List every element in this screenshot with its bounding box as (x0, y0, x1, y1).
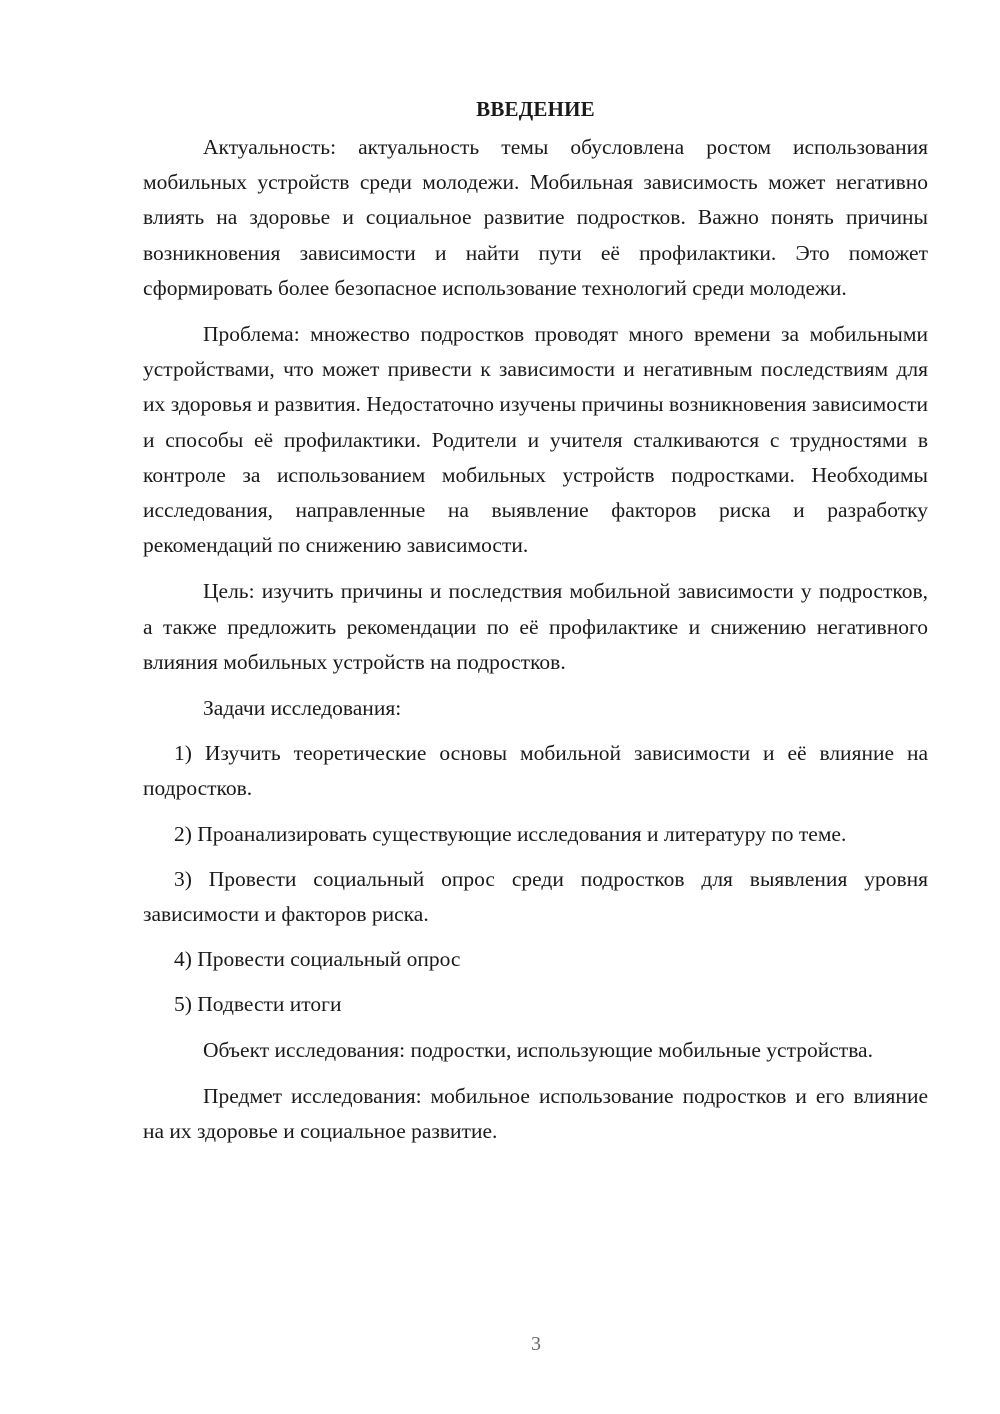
task-item-4: 4) Провести социальный опрос (174, 947, 461, 972)
page-content (143, 92, 928, 1160)
task-item-1: 1) Изучить теоретические основы мобильной зависимости и её влияние на подростков. (143, 741, 928, 801)
task-item-2: 2) Проанализировать существующие исследования и литературу по теме. (174, 821, 847, 846)
tasks-heading: Задачи исследования: (203, 696, 402, 721)
paragraph-relevance: Актуальность: актуальность темы обусловлена ростом использования мобильных устройств среди молодежи. Мобильная зависимость может негативно влиять на здоровье и социальное развитие подростков. Важно понять причины возникновения зависимости и найти пути её профилактики. Это поможет сформировать более безопасное использование технологий среди молодежи. (143, 135, 928, 300)
paragraph-subject: Предмет исследования: мобильное использование подростков и его влияние на их здоровье и социальное развитие. (143, 1083, 928, 1144)
paragraph-goal: Цель: изучить причины и последствия мобильной зависимости у подростков, а также предложить рекомендации по её профилактике и снижению негативного влияния мобильных устройств на подростков. (143, 579, 928, 674)
task-item-5: 5) Подвести итоги (174, 992, 342, 1017)
task-item-3: 3) Провести социальный опрос среди подростков для выявления уровня зависимости и факторов риска. (143, 866, 928, 927)
section-title: ВВЕДЕНИЕ (476, 97, 595, 121)
paragraph-problem: Проблема: множество подростков проводят много времени за мобильными устройствами, что может привести к зависимости и негативным последствиям для их здоровья и развития. Недостаточно изучены причины возникновения зависимости и способы её профилактики. Родители и учителя сталкиваются с трудностями в контроле за использованием мобильных устройств подростками. Необходимы исследования, направленные на выявление факторов риска и разработку рекомендаций по снижению зависимости. (143, 322, 928, 558)
page-number: 3 (531, 1333, 541, 1355)
paragraph-object: Объект исследования: подростки, использующие мобильные устройства. (203, 1037, 873, 1062)
